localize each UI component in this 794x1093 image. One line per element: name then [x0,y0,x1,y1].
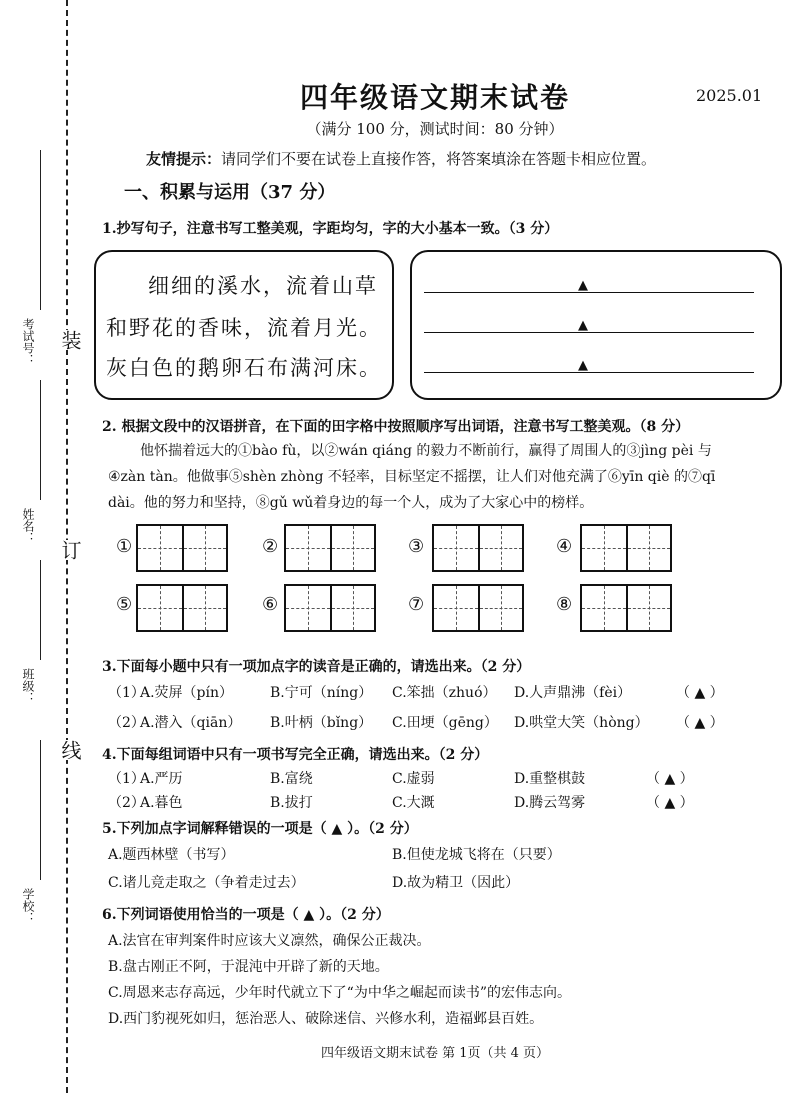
passage-line-3: dài。他的努力和坚持，⑧gǔ wǔ着身边的每一个人，成为了大家心中的榜样。 [108,495,594,511]
page-footer: 四年级语文期末试卷 第 1页（共 4 页） [320,1046,550,1061]
answer-mark-3: ▲ [578,358,588,373]
q4-row2-no: （2） [108,795,145,811]
q3-row1-option-d[interactable]: D.人声鼎沸（fèi） [514,685,632,701]
class-line [40,560,41,660]
q6-option-d[interactable]: D.西门豹视死如归，惩治恶人、破除迷信、兴修水利，造福邺县百姓。 [108,1011,544,1027]
grid-number-4: ④ [556,536,573,557]
copy-source-box [94,250,394,400]
grid-number-2: ② [262,536,279,557]
q3-row2-option-b[interactable]: B.叶柄（bǐng） [270,715,373,731]
section-title: 一、积累与运用（37 分） [124,182,336,203]
tianzige-grid-5[interactable] [136,584,228,632]
q3-row2-no: （2） [108,715,145,731]
tianzige-grid-4[interactable] [580,524,672,572]
q4-row1-option-a[interactable]: A.严历 [140,771,183,787]
exam-date: 2025.01 [696,86,763,105]
q4-row1-option-d[interactable]: D.重整棋鼓 [514,771,586,787]
q6-option-b[interactable]: B.盘古刚正不阿，于混沌中开辟了新的天地。 [108,959,389,975]
q3-row2-option-a[interactable]: A.潜入（qiān） [140,715,242,731]
tianzige-grid-3[interactable] [432,524,524,572]
copy-answer-box [410,250,782,400]
school-label: 学校： [21,888,35,924]
seal-char-xian: 线 [56,740,85,760]
q5-option-a[interactable]: A.题西林壁（书写） [108,847,235,863]
exam-number-label: 考试号： [21,318,35,366]
tianzige-grid-7[interactable] [432,584,524,632]
tianzige-grid-1[interactable] [136,524,228,572]
q4-row1-answer[interactable]: （ ▲ ） [646,771,694,787]
q3-row1-option-b[interactable]: B.宁可（níng） [270,685,373,701]
q4-row1-option-b[interactable]: B.富绕 [270,771,313,787]
q3-row1-option-c[interactable]: C.笨拙（zhuó） [392,685,497,701]
q3-row2-answer[interactable]: （ ▲ ） [676,715,724,731]
q5-option-c[interactable]: C.诸儿竞走取之（争着走过去） [108,875,305,891]
q4-row1-option-c[interactable]: C.虚弱 [392,771,435,787]
passage-line-2: ④zàn tàn。他做事⑤shèn zhòng 不轻率，目标坚定不摇摆，让人们对他充满了⑥yīn qiè 的⑦qī [108,469,716,485]
answer-line-2[interactable] [424,332,754,333]
copy-line-1: 细细的溪水，流着山草 [148,274,378,298]
school-line [40,740,41,880]
question-4: 4.下面每组词语中只有一项书写完全正确，请选出来。（2 分） [102,747,489,763]
q6-option-c[interactable]: C.周恩来志存高远，少年时代就立下了“为中华之崛起而读书”的宏伟志向。 [108,985,571,1001]
q5-option-d[interactable]: D.故为精卫（因此） [392,875,520,891]
exam-title: 四年级语文期末试卷 [299,81,570,114]
grid-number-6: ⑥ [262,594,279,615]
q4-row2-option-d[interactable]: D.腾云驾雾 [514,795,586,811]
tianzige-grid-2[interactable] [284,524,376,572]
q4-row2-option-a[interactable]: A.暮色 [140,795,183,811]
q6-option-a[interactable]: A.法官在审判案件时应该大义凛然，确保公正裁决。 [108,933,431,949]
q3-row1-answer[interactable]: （ ▲ ） [676,685,724,701]
q4-row1-no: （1） [108,771,145,787]
question-5: 5.下列加点字词解释错误的一项是（ ▲ ）。（2 分） [102,821,418,837]
q4-row2-option-b[interactable]: B.拔打 [270,795,313,811]
copy-line-2: 和野花的香味，流着月光。 [106,316,382,340]
question-6: 6.下列词语使用恰当的一项是（ ▲ ）。（2 分） [102,907,390,923]
grid-number-1: ① [116,536,133,557]
grid-number-5: ⑤ [116,594,133,615]
q5-option-b[interactable]: B.但使龙城飞将在（只要） [392,847,561,863]
question-1: 1.抄写句子，注意书写工整美观，字距均匀，字的大小基本一致。（3 分） [102,221,559,237]
copy-line-3: 灰白色的鹅卵石布满河床。 [106,356,382,380]
grid-number-7: ⑦ [408,594,425,615]
exam-number-line [40,150,41,310]
answer-mark-2: ▲ [578,318,588,333]
q3-row2-option-d[interactable]: D.哄堂大笑（hòng） [514,715,649,731]
answer-line-3[interactable] [424,372,754,373]
name-label: 姓名： [21,508,35,544]
question-2: 2. 根据文段中的汉语拼音，在下面的田字格中按照顺序写出词语，注意书写工整美观。（8 分） [102,419,690,435]
tip-label: 友情提示： [146,150,222,168]
q3-row1-option-a[interactable]: A.荧屏（pín） [140,685,234,701]
friendly-tip [146,148,656,169]
q4-row2-answer[interactable]: （ ▲ ） [646,795,694,811]
passage-line-1: 他怀揣着远大的①bào fù，以②wán qiáng 的毅力不断前行，赢得了周围人的③jìng pèi 与 [140,443,712,459]
class-label: 班级： [21,668,35,704]
seal-char-zhuang: 装 [56,330,85,350]
exam-subtitle: （满分 100 分，测试时间：80 分钟） [306,120,564,138]
answer-line-1[interactable] [424,292,754,293]
grid-number-8: ⑧ [556,594,573,615]
q3-row1-no: （1） [108,685,145,701]
tianzige-grid-6[interactable] [284,584,376,632]
q3-row2-option-c[interactable]: C.田埂（gēng） [392,715,498,731]
tianzige-grid-8[interactable] [580,584,672,632]
seal-char-ding: 订 [56,540,85,560]
tip-text: 请同学们不要在试卷上直接作答，将答案填涂在答题卡相应位置。 [221,150,657,168]
q4-row2-option-c[interactable]: C.大溉 [392,795,435,811]
name-line [40,380,41,500]
grid-number-3: ③ [408,536,425,557]
answer-mark-1: ▲ [578,278,588,293]
question-3: 3.下面每小题中只有一项加点字的读音是正确的，请选出来。（2 分） [102,659,531,675]
